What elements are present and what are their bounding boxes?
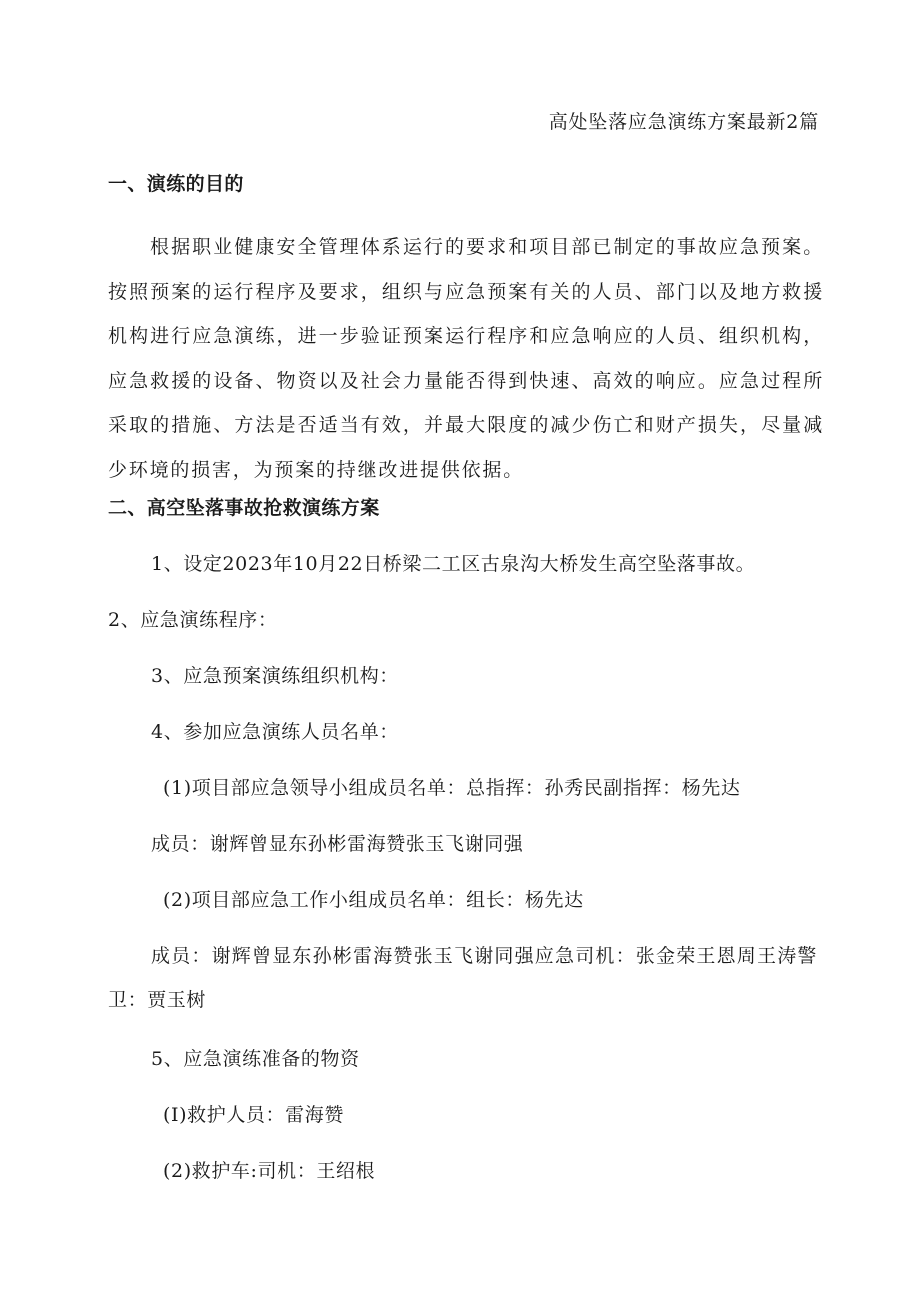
list-item-4-1: (1)项目部应急领导小组成员名单：总指挥：孙秀民副指挥：杨先达: [163, 777, 741, 799]
list-item-5-2: (2)救护车:司机：王绍根: [163, 1160, 376, 1182]
section-1-heading: 一、演练的目的: [108, 173, 244, 195]
section-2-heading: 二、高空坠落事故抢救演练方案: [108, 497, 380, 519]
section-1-paragraph: 根据职业健康安全管理体系运行的要求和项目部已制定的事故应急预案。按照预案的运行程序及要求，组织与应急预案有关的人员、部门以及地方救援机构进行应急演练，进一步验证预案运行程序和应急响应的人员、组织机构，应急救援的设备、物资以及社会力量能否得到快速、高效的响应。应急过程所采取的措施、方法是否适当有效，并最大限度的减少伤亡和财产损失，尽量减少环境的损害，为预案的持继改进提供依据。: [108, 236, 824, 481]
list-item-2: 2、应急演练程序：: [108, 609, 278, 631]
list-item-1: 1、设定2023年10月22日桥梁二工区古泉沟大桥发生高空坠落事故。: [151, 553, 756, 575]
list-item-5: 5、应急演练准备的物资: [151, 1048, 360, 1070]
list-item-3: 3、应急预案演练组织机构：: [151, 665, 399, 687]
list-item-5-1: (I)救护人员：雷海赞: [163, 1104, 344, 1126]
list-item-4-2: (2)项目部应急工作小组成员名单：组长：杨先达: [163, 889, 584, 911]
list-item-4-1-members: 成员：谢辉曾显东孙彬雷海赞张玉飞谢同强: [151, 833, 524, 855]
list-item-4: 4、参加应急演练人员名单：: [151, 721, 399, 743]
list-item-4-2-members-line-1: 成员：谢辉曾显东孙彬雷海赞张玉飞谢同强应急司机：张金荣王恩周王涛警: [151, 945, 818, 967]
list-item-4-2-members-line-2: 卫：贾玉树: [108, 989, 207, 1011]
document-title: 高处坠落应急演练方案最新2篇: [548, 111, 819, 133]
